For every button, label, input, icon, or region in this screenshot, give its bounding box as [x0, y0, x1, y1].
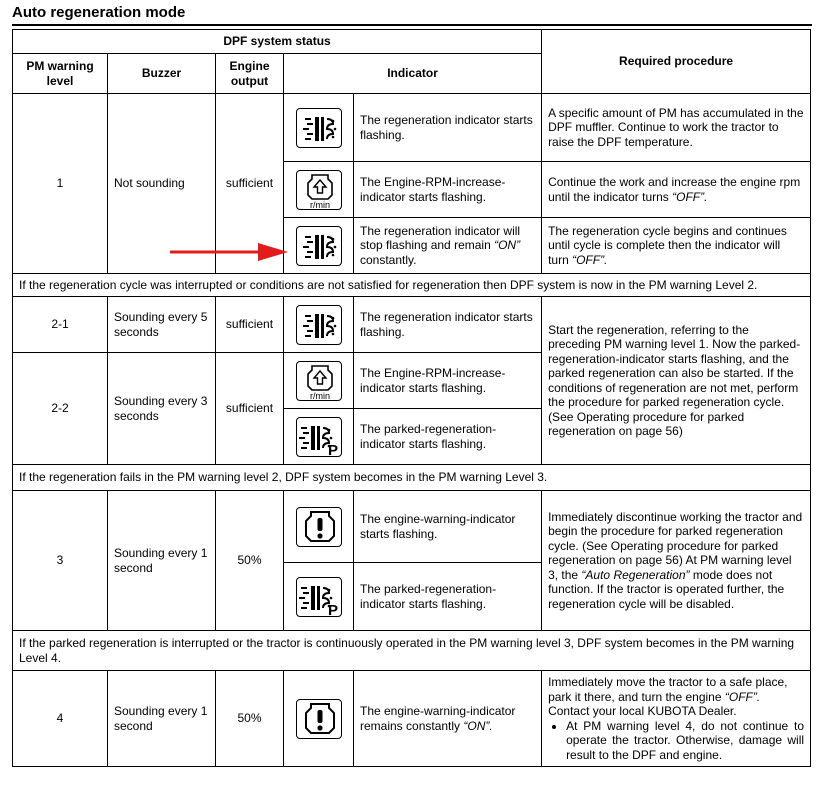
indicator-text: The Engine-RPM-increase-indicator starts flashing. — [354, 162, 542, 218]
arrow-head — [258, 243, 288, 261]
transition-note: If the regeneration fails in the PM warning level 2, DPF system becomes in the PM warning Level 3. — [13, 465, 811, 491]
procedure-text-emphasis: “Auto Regeneration” — [581, 567, 690, 582]
procedure-text — [542, 218, 811, 274]
indicator-icon-cell — [284, 218, 354, 274]
rpm-label: r/min — [309, 199, 330, 210]
engine-warning-icon — [296, 507, 342, 547]
engine-output-header: Engine output — [216, 54, 284, 94]
dpf-regeneration-icon — [296, 108, 342, 148]
indicator-text — [354, 218, 542, 274]
indicator-text-plain: The engine-warning-indicator remains constantly — [360, 704, 516, 733]
indicator-text-emphasis: “ON” — [494, 238, 521, 253]
procedure-text: Start the regeneration, referring to the preceding PM warning level 1. Now the parked-regeneration-indicator starts flashing, and the parked regeneration can also be started. If the conditions of regeneration are not met, perform the procedure for parked regeneration cycle. (See Operating procedure for parked regeneration on page 56) — [542, 297, 811, 465]
pm-level-cell: 2-1 — [13, 297, 108, 353]
procedure-text-plain: The regeneration cycle begins and continues until cycle is complete then the indicator will turn — [548, 223, 787, 267]
procedure-text-plain: Continue the work and increase the engine rpm until the indicator turns — [548, 175, 801, 204]
engine-rpm-increase-icon — [296, 170, 342, 210]
procedure-text — [542, 671, 811, 767]
indicator-text: The engine-warning-indicator starts flashing. — [354, 491, 542, 563]
indicator-text: The regeneration indicator starts flashing. — [354, 94, 542, 162]
indicator-text-plain: The regeneration indicator will stop flashing and remain — [360, 223, 521, 253]
pm-level-cell: 3 — [13, 491, 108, 631]
procedure-text-plain: Immediately discontinue working the tractor and begin the procedure for parked regeneration cycle. (See Operating procedure for parked regeneration on page 56) At PM warning level 3, the — [548, 509, 803, 582]
engine-output-cell: sufficient — [216, 297, 284, 353]
procedure-text-emphasis: “OFF”. — [672, 189, 708, 204]
transition-note: If the parked regeneration is interrupted or the tractor is continuously operated in the PM warning level 3, DPF system becomes in the PM warning Level 4. — [13, 631, 811, 671]
title-rule — [12, 24, 812, 26]
table-row — [13, 94, 811, 162]
indicator-icon-cell — [284, 671, 354, 767]
dpf-status-header: DPF system status — [13, 30, 542, 54]
table-row — [13, 671, 811, 767]
buzzer-header: Buzzer — [108, 54, 216, 94]
procedure-text-emphasis: “OFF”. — [724, 689, 761, 704]
parked-p-label: P — [327, 441, 338, 458]
indicator-text-tail: constantly. — [360, 252, 417, 267]
pm-level-header: PM warning level — [13, 54, 108, 94]
engine-warning-icon — [296, 699, 342, 739]
rpm-label: r/min — [309, 390, 330, 401]
indicator-text: The parked-regeneration-indicator starts flashing. — [354, 563, 542, 631]
indicator-icon-cell — [284, 563, 354, 631]
indicator-text: The parked-regeneration-indicator starts flashing. — [354, 409, 542, 465]
indicator-icon-cell — [284, 94, 354, 162]
engine-output-cell: sufficient — [216, 94, 284, 274]
parked-regeneration-icon — [296, 577, 342, 617]
procedure-text-tail: mode does not function. If the tractor is operated further, the regeneration cycle will be disabled. — [548, 567, 785, 611]
engine-rpm-increase-icon — [296, 361, 342, 401]
indicator-icon-cell — [284, 409, 354, 465]
indicator-icon-cell — [284, 353, 354, 409]
indicator-text-emphasis: “ON”. — [463, 718, 493, 733]
procedure-text-emphasis: “OFF”. — [572, 252, 608, 267]
procedure-text-tail: Contact your local KUBOTA Dealer. — [548, 704, 737, 718]
engine-output-cell: 50% — [216, 491, 284, 631]
buzzer-cell: Sounding every 1 second — [108, 491, 216, 631]
pm-level-cell: 2-2 — [13, 353, 108, 465]
buzzer-cell: Sounding every 1 second — [108, 671, 216, 767]
bullet-list — [548, 719, 804, 763]
dpf-regeneration-icon — [296, 305, 342, 345]
pm-level-cell: 1 — [13, 94, 108, 274]
indicator-icon-cell — [284, 491, 354, 563]
table-row — [13, 491, 811, 563]
procedure-header: Required procedure — [542, 30, 811, 94]
dpf-regeneration-icon — [296, 226, 342, 266]
transition-note: If the regeneration cycle was interrupted or conditions are not satisfied for regeneration then DPF system is now in the PM warning Level 2. — [13, 274, 811, 297]
buzzer-cell: Sounding every 3 seconds — [108, 353, 216, 465]
parked-regeneration-icon — [296, 417, 342, 457]
indicator-text: The Engine-RPM-increase-indicator starts flashing. — [354, 353, 542, 409]
bullet-item: • At PM warning level 4, do not continue to operate the tractor. Otherwise, damage will result to the DPF and engine. — [566, 719, 804, 763]
red-arrow-pointer — [170, 241, 290, 263]
parked-p-label: P — [327, 601, 338, 618]
table-row — [13, 297, 811, 353]
buzzer-cell: Not sounding — [108, 94, 216, 274]
indicator-text — [354, 671, 542, 767]
procedure-text-plain: Immediately move the tractor to a safe place, park it there, and turn the engine — [548, 675, 788, 704]
auto-regeneration-table — [12, 29, 811, 767]
indicator-icon-cell — [284, 297, 354, 353]
engine-output-cell: 50% — [216, 671, 284, 767]
buzzer-cell: Sounding every 5 seconds — [108, 297, 216, 353]
procedure-text — [542, 162, 811, 218]
engine-output-cell: sufficient — [216, 353, 284, 465]
procedure-text: A specific amount of PM has accumulated in the DPF muffler. Continue to work the tractor to raise the DPF temperature. — [542, 94, 811, 162]
pm-level-cell: 4 — [13, 671, 108, 767]
indicator-icon-cell — [284, 162, 354, 218]
procedure-text — [542, 491, 811, 631]
page-title: Auto regeneration mode — [12, 4, 186, 21]
indicator-header: Indicator — [284, 54, 542, 94]
indicator-text: The regeneration indicator starts flashing. — [354, 297, 542, 353]
